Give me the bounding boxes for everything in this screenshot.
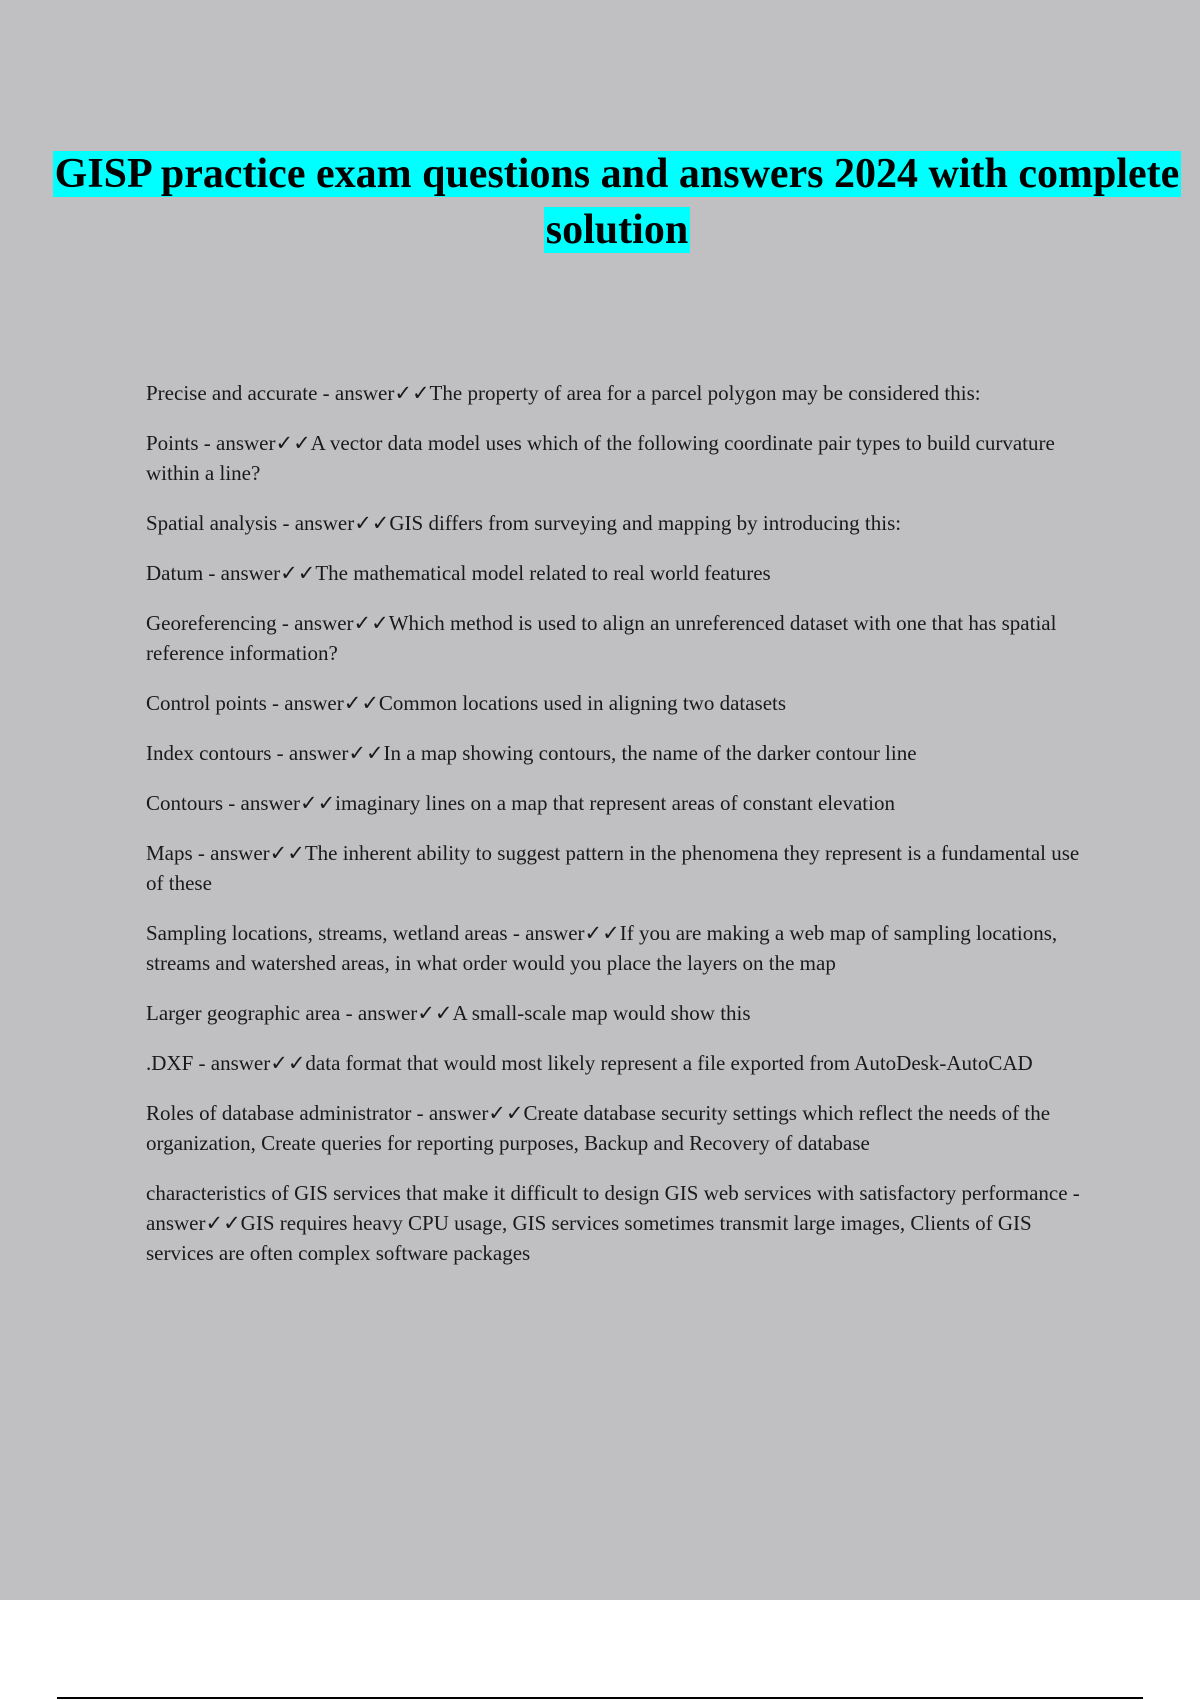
qa-item: Datum - answer✓✓The mathematical model related to real world features [146, 561, 771, 585]
document-title: GISP practice exam questions and answers 2024 with complete solution [54, 151, 1180, 253]
qa-item: Georeferencing - answer✓✓Which method is used to align an unreferenced dataset with one that has spatial reference information? [146, 611, 1057, 665]
qa-item: Contours - answer✓✓imaginary lines on a map that represent areas of constant elevation [146, 791, 895, 815]
qa-item: characteristics of GIS services that make it difficult to design GIS web services with satisfactory performance - answer✓✓GIS requires heavy CPU usage, GIS services sometimes transmit large images, Clients of GIS services are often complex software packages [146, 1181, 1080, 1265]
qa-item: Maps - answer✓✓The inherent ability to suggest pattern in the phenomena they represent is a fundamental use of these [146, 841, 1080, 895]
qa-item: Precise and accurate - answer✓✓The property of area for a parcel polygon may be considered this: [146, 381, 981, 405]
qa-item: Larger geographic area - answer✓✓A small-scale map would show this [146, 1001, 751, 1025]
footer-divider [57, 1697, 1143, 1699]
qa-item: Spatial analysis - answer✓✓GIS differs from surveying and mapping by introducing this: [146, 511, 902, 535]
title-block [0, 146, 1200, 258]
qa-item: Control points - answer✓✓Common locations used in aligning two datasets [146, 691, 787, 715]
qa-item: Roles of database administrator - answer✓✓Create database security settings which reflect the needs of the organization, Create queries for reporting purposes, Backup and Recovery of database [146, 1101, 1051, 1155]
qa-item: Index contours - answer✓✓In a map showing contours, the name of the darker contour line [146, 741, 917, 765]
qa-item: Sampling locations, streams, wetland areas - answer✓✓If you are making a web map of sampling locations, streams and watershed areas, in what order would you place the layers on the map [146, 921, 1058, 975]
qa-item: .DXF - answer✓✓data format that would most likely represent a file exported from AutoDesk-AutoCAD [146, 1051, 1033, 1075]
qa-list [146, 378, 1091, 1288]
qa-item: Points - answer✓✓A vector data model uses which of the following coordinate pair types to build curvature within a line? [146, 431, 1055, 485]
